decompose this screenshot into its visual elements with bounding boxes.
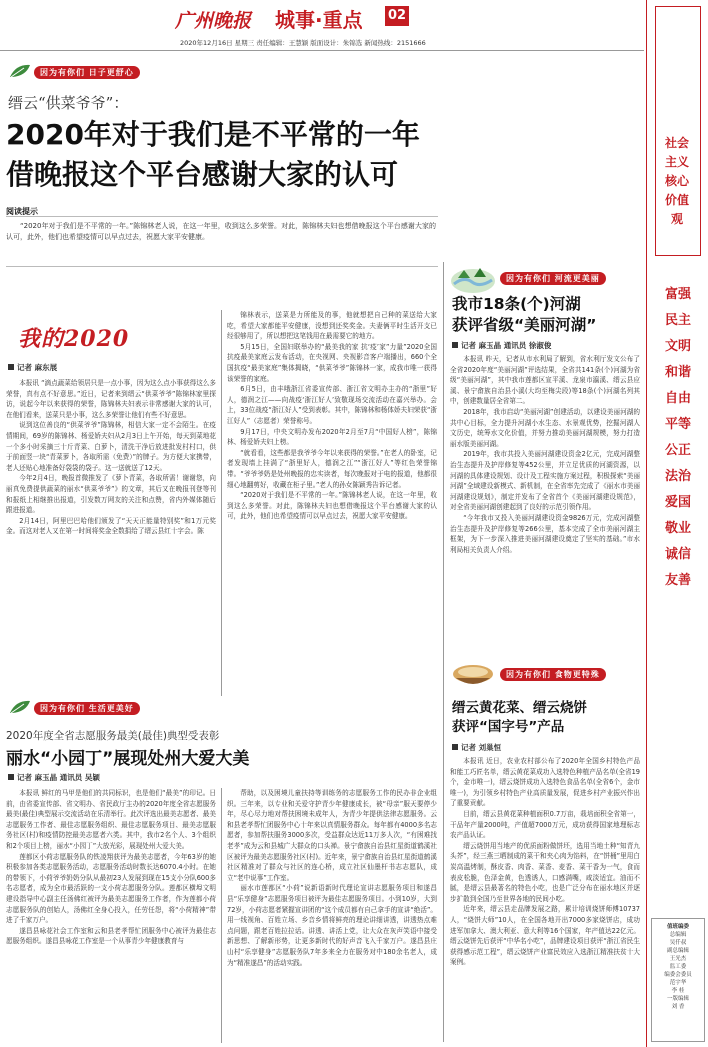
paragraph: 6月5日，由丰哦浙江省委宣传部、浙江省文明办主办的“浙里”好人，德润之江——向战疫‘浙江好人’致敬现场交流活动在嘉兴举办。会上，33位战疫“浙江好人”受到表彰。其中，陈锦林和杨体娇夫妇荣获“浙江好人”（志愿者）荣誉称号。 (227, 385, 437, 425)
paragraph: 今年2月4日，晚报首微推发了《萝卜青菜，各取所需！谢谢您，向丽真免费提供蔬菜的丽水“供菜爷爷”》的文章，其后又在晚报刊登等刊和报纸上相继推出报道，引发数万网友的关注和点赞，省内外媒体随后跟进报道。 (6, 474, 216, 515)
page-column-separator (443, 262, 444, 1042)
core-value: 富强 (664, 287, 691, 302)
section-title: 城事·重点 (275, 8, 363, 32)
core-value: 文明 (664, 339, 691, 354)
article3-body (450, 354, 640, 656)
masthead-info: 2020年12月16日 星期三 责任编辑：王慧颖 版面设计：朱锦选 新闻热线：2151666 (180, 39, 426, 47)
article2-kicker: 2020年度全省志愿服务最美(最佳)典型受表彰 (6, 730, 220, 742)
paragraph: 2019年，我市共投入美丽河湖建设资金2亿元，完成河湖整治生态提升及护岸修复等452公里，并立足优质的河湖资源，以河湖的具体建设规划、设计及工程实施方案过程，积极探索“美丽河湖”全域建设新模式、新机制，在全省率先完成了《丽水市美丽河湖建设规划》，制定并发布了全省首个《美丽河湖建设规范》，对全省美丽河湖创建起到了良好的示范引领作用。 (450, 450, 640, 512)
editor-line: 刘 香 (671, 1004, 685, 1010)
section-tag: 因为有你们 河流更美丽 (500, 272, 606, 285)
section-tag: 因为有你们 日子更舒心 (34, 66, 140, 79)
my-2020-logo: 我的2020 (18, 326, 130, 352)
paragraph: 目前，缙云县黄花菜种植面积0.7万亩，栽培面积全省第一，干品年产量2000吨，产值超7000万元，成功获得国家地理标志农产品认证。 (450, 809, 640, 840)
paragraph: 2月14日，阿里巴巴哈他们颁发了“天天正能量特别奖”和1万元奖金。而这对老人又在第一时间将奖金全数捐给了缙云县红十字会。陈 (6, 516, 216, 536)
article1-headline-2: 借晚报这个平台感谢大家的认可 (6, 158, 399, 191)
paragraph: 5月15日，全国妇联举办的“最美我的家 抗‘疫’家”力量”2020全国抗疫最美家庭云发布活动，在央视网、央视影音客户端播出，660个全国抗疫“最美家庭”集体揭晓，“供菜爷爷”陈锦林一家，成我市唯一获得该荣誉的家庭。 (227, 342, 437, 383)
paragraph: 莲都区小荷志愿服务队的铁凌翔获评为最美志愿者，今年63岁的她积极参加各类志愿服务活动，志愿服务活动时数长达6070.4小时。在她的带领下，小荷爷爷奶奶分队从最初23人发展到现在15支小分队600多名志愿者，成为全市最活跃的一支小荷志愿服务分队。莲都区横埠文明建设指导中心副主任汤佛红被评为最美志愿服务工作者，作为莲都小荷志愿服务队的创始人，汤佛红全身心投入，任劳任怨，将“小荷精神”带进了千家万户。 (6, 852, 216, 925)
paragraph: 缙云烧饼用当地产的优质面粉做饼坯，选用当地土种“知青九头芥”，经三燕三晒制成的菜干和夹心肉为馅料，在“饼桶”里用白炭高温烤制，酥皮香、肉香、菜香、麦香、菜干香为一气，食而表皮松脆，色泽金黄，色透诱人，口感满嘴，咸淡适宜。油而不腻，是缙云县最著名的特色小吃，也是广泛分布在丽水地区并逐步扩散到全国乃至世界各地的民间小吃。 (450, 841, 640, 903)
paragraph: “2020对于我们是不平常的一年。”陈锦林老人说，在这一年里，收到这么多荣誉。对此，陈锦林夫妇也想借晚报这个平台感谢大家的认可，此外，他们也希望疫情可以早点过去，祝愿大家平安健康。 (227, 491, 437, 521)
article1-kicker: 缙云“供菜爷爷”： (8, 94, 129, 112)
article4-byline (452, 742, 501, 753)
core-value: 自由 (664, 391, 691, 406)
editor-line: 李 桂 (671, 988, 685, 994)
masthead (175, 4, 595, 36)
core-value: 民主 (664, 313, 691, 328)
article2-column-1 (6, 788, 216, 1043)
article4-headline-1: 缙云黄花菜、缙云烧饼 (452, 700, 587, 716)
leaf-icon (8, 62, 32, 80)
byline-square-icon (452, 342, 458, 348)
article3-byline (452, 340, 551, 351)
article3-headline-2: 获评省级“美丽河湖” (452, 316, 597, 334)
paragraph: 锦林表示，送菜是力所能及的事，他就想把自己种的菜送给大家吃，希望大家都能平安健康，没想到还奖奖金。夫妻俩平时生活开支已经很够用了，所以想把这笔钱用在最需要它的地方。 (227, 311, 437, 341)
paragraph: 本报讯 近日，农业农村部公布了2020年全国乡村特色产品和能工巧匠名单，缙云黄花菜成功入选特色种植产品名单(全省19个，金市唯一)，缙云烧饼成功入选特色食品名单(全省6个，金市唯一)，为引领乡村特色产业高质量发展，促进乡村产业振兴作出了重要贡献。 (450, 757, 640, 808)
article4-byline-text: 记者 刘巢恒 (461, 743, 502, 752)
byline-square-icon (8, 774, 14, 780)
paragraph: 2018年，我市启动“美丽河湖”创建活动，以建设美丽河湖的共中心目标，全力提升河湖小水生态、水景观优势，挖掘河湖人文历史，统筹水文化价值，并努力推动美丽河湖规模，努力打造丽水版美丽河湖。 (450, 407, 640, 448)
article2-column-2 (227, 788, 437, 1043)
article1-column-2 (227, 310, 437, 696)
editor-line: 一版编辑 (666, 996, 689, 1002)
byline-square-icon (8, 364, 14, 370)
core-value: 法治 (664, 469, 691, 484)
article4-tag (450, 660, 640, 694)
article2-tag (8, 698, 134, 720)
page-number: 02 (385, 6, 409, 26)
article1-tag (8, 62, 134, 84)
article1-byline-text: 记者 麻东展 (17, 363, 58, 372)
sidebar-top-title: 社会主义核心价值观 (665, 136, 690, 226)
editor-line: 范宇华 (669, 980, 687, 986)
article1-column-1 (6, 378, 216, 696)
paragraph: 9月17日，中央文明办发布2020年2月至7月“中国好人榜”，陈锦林、杨爱娇夫妇上榜。 (227, 427, 437, 447)
paragraph: 丽水市莲都区“小荷”说新语新时代理论宣讲志愿服务项目和遂昌县“乐享健身”志愿服务项目被评为最佳志愿服务项目。小到10岁，大到72岁，小荷志愿者紧握宣讲团的“这个成员都有自己拿手的宣讲“绝活”。用一线视角、百姓立场、乡音乡情将鲜亮的理论讲细讲透，讲透热点难点问题，跟老百姓拉拉话。讲透、讲活上党，让大众在灰声笑语中接受新思想、了解新形势，让更多新时代的好声音飞入千家万户。遂昌县庄山村“乐享健身”志愿服务队7年多来全力在服务对中180余名老人，成为“精准遂昌”的活动实践。 (227, 884, 437, 967)
byline-square-icon (452, 744, 458, 750)
core-values-list (651, 282, 705, 594)
section-tag: 因为有你们 生活更美好 (34, 702, 140, 715)
paragraph: 本报讯 “滴点蔬菜给领居只是一点小事，因为这么点小事获得这么多荣誉，真有点不好意思。”近日，记者来到缙云“供菜爷爷”陈锦林家里探访，说起今年以来获得的荣誉，陈锦林夫妇表示非常感谢大家的认可，在他们看来，送菜只是小事，这么多荣誉让他们有些不好意思。 (6, 379, 216, 419)
masthead-divider (0, 50, 644, 51)
core-value: 诚信 (664, 547, 691, 562)
editor-line: 监工委 (669, 964, 687, 970)
paragraph: 遂昌县咏花社会工作室和云和县老孝帮忙团服务中心被评为最佳志愿服务组织。遂昌县咏花工作室是一个从事青少年健康教育与 (6, 926, 216, 946)
editor-line: 副总编辑 (666, 948, 689, 954)
paragraph: 说到这位善良的“供菜爷爷”陈锦林，相信大家一定不会陌生。在疫情期间，69岁的陈锦林、杨爱娇夫妇从2月3日上午开始，每天到菜地花一个多小时采摘三十斤青菜、白萝卜，清洗干净后放进批发村村口，供于前面竖一块“青菜萝卜，各取所需（免费）”的牌子。为方便大家携带，老人还贴心地准备好袋袋的袋子。这一送就送了12天。 (6, 421, 216, 472)
column-separator (221, 310, 222, 696)
paragraph: 帮助，以及困境儿童扶持等训练务的志愿服务工作的民办非企业组织。三年来，以专业和关爱守护青少年健康成长，被“母亲”服天要停少年，尽心尽力地对帮扶困境未成年人，为青少年提供法律志愿服务。云和县老孝帮忙团服务中心十年来以真情服务群众。每年都有4000多名志愿者，参加帮扶服务3000多次，受益群众达近11万多人次，“有困难找老孝”成为云和县城广大群众的口头禅。景宁畲族自治县红星街道鹤溪社区被评为最美志愿服务社区(村)。近年来，景宁畲族自治县红星街道鹤溪社区精准对了群众与社区的连心桥，成立社区仙墨杆书志志愿队，成立“老中说事”工作室。 (227, 789, 437, 882)
paragraph: “今年我市又投入美丽河湖建设资金9826万元，完成河湖整治生态提升及护岸修复等266公里，基本完成了全市美丽河湖主框架，为下一步深入推进美丽河湖建设奠定了坚实的基础。”市水利局相关负责人介绍。 (450, 513, 640, 554)
brand-logo: 广州晚报 (175, 10, 252, 32)
lead-divider (6, 216, 438, 217)
river-landscape-icon (450, 264, 496, 294)
core-value: 平等 (664, 417, 691, 432)
core-value: 和谐 (664, 365, 691, 380)
article2-byline (8, 772, 100, 783)
editor-line: 王光杰 (669, 956, 687, 962)
article1-byline (8, 362, 57, 373)
paragraph: “就看看，这些都是我爷爷今年以来获得的荣誉。”在老人的卧室，记者发现墙上挂满了“浙里好人，德润之江”“浙江好人”等红色荣誉锦带。“爷爷爷奶是处州晚报的忠实读者，每次晚报对于电的报道，他都很细心地翻剪好，收藏在柜子里。”老人的孙女陈颖秀告诉记者。 (227, 448, 437, 489)
sidebar (646, 0, 708, 1047)
article3-headline-1: 我市18条(个)河湖 (452, 295, 581, 313)
editor-line: 总编辑 (669, 932, 687, 938)
section-tag: 因为有你们 食物更特殊 (500, 668, 606, 681)
editor-line: 值班编委 (666, 924, 689, 930)
article4-body (450, 756, 640, 1043)
editor-box (651, 918, 705, 1042)
article2-byline-text: 记者 麻玉晶 通讯员 吴颖 (17, 773, 100, 782)
article1-headline-1: 2020年对于我们是不平常的一年 (6, 118, 420, 151)
lead-text (6, 221, 436, 261)
core-value: 公正 (664, 443, 691, 458)
core-value: 友善 (664, 573, 691, 588)
lead-paragraph: “2020年对于我们是不平常的一年。”陈锦林老人说，在这一年里，收到这么多荣誉。对此，陈锦林夫妇也想借晚报这个平台感谢大家的认可，此外，他们也希望疫情可以早点过去，祝愿大家平安健康。 (6, 222, 436, 241)
paragraph: 近年来，缙云县走品牌发展之路，累计培训烧饼师傅10737人，“烧饼大师”10人，在全国各地开出7000多家烧饼店，成功进军加拿大、澳大利亚、意大利等16个国家，年产值达22亿元。缙云烧饼先后获评“中华名小吃”，品牌建设项目获评“浙江省民生获得感示范工程”，缙云烧饼产业富民效应入选浙江精准扶贫十大案例。 (450, 905, 640, 967)
article3-byline-text: 记者 麻玉晶 通讯员 徐淑俊 (461, 341, 552, 350)
editor-line: 吴仟叔 (669, 940, 687, 946)
lead-label: 阅读提示 (6, 207, 38, 216)
paragraph: 本报讯 昨天，记者从市水利局了解到，省水利厅发文公布了全省2020年度“美丽河湖”评选结果，全省共141条(个)河湖为省级“美丽河湖”，其中我市莲都区宣平溪、龙泉市瀛溪、缙云县应溪、景宁畲族自治县小溪(大均至梅尖段)等18条(个)河湖名列其中，创建数量居全省第二。 (450, 355, 640, 406)
lead-divider-bottom (6, 266, 438, 267)
editor-line: 编委会委员 (664, 972, 692, 978)
article4-headline-2: 获评“国字号”产品 (452, 719, 565, 735)
column-separator (221, 788, 222, 1043)
core-value: 爱国 (664, 495, 691, 510)
leaf-icon (8, 698, 32, 716)
food-bowl-icon (450, 660, 496, 690)
paragraph: 本报讯 鲜红的马甲是他们的共同标识，也是他们“最美”的印记。日前，由省委宣传部、省文明办、省民政厅主办的2020年度全省志愿服务最美(最佳)典型展示交流活动在乐清举行。此次评选出最美志愿者、最美志愿服务工作者、最佳志愿服务组织、最佳志愿服务项目、最美志愿服务社区(村)和疫情防控最美志愿者六类。其中，我市2名个人、3个组织和2个项目上榜，丽水“小园丁”大放光彩，展现处州大爱大美。 (6, 789, 216, 850)
core-value: 敬业 (664, 521, 691, 536)
article2-headline: 丽水“小园丁”展现处州大爱大美 (6, 749, 250, 769)
